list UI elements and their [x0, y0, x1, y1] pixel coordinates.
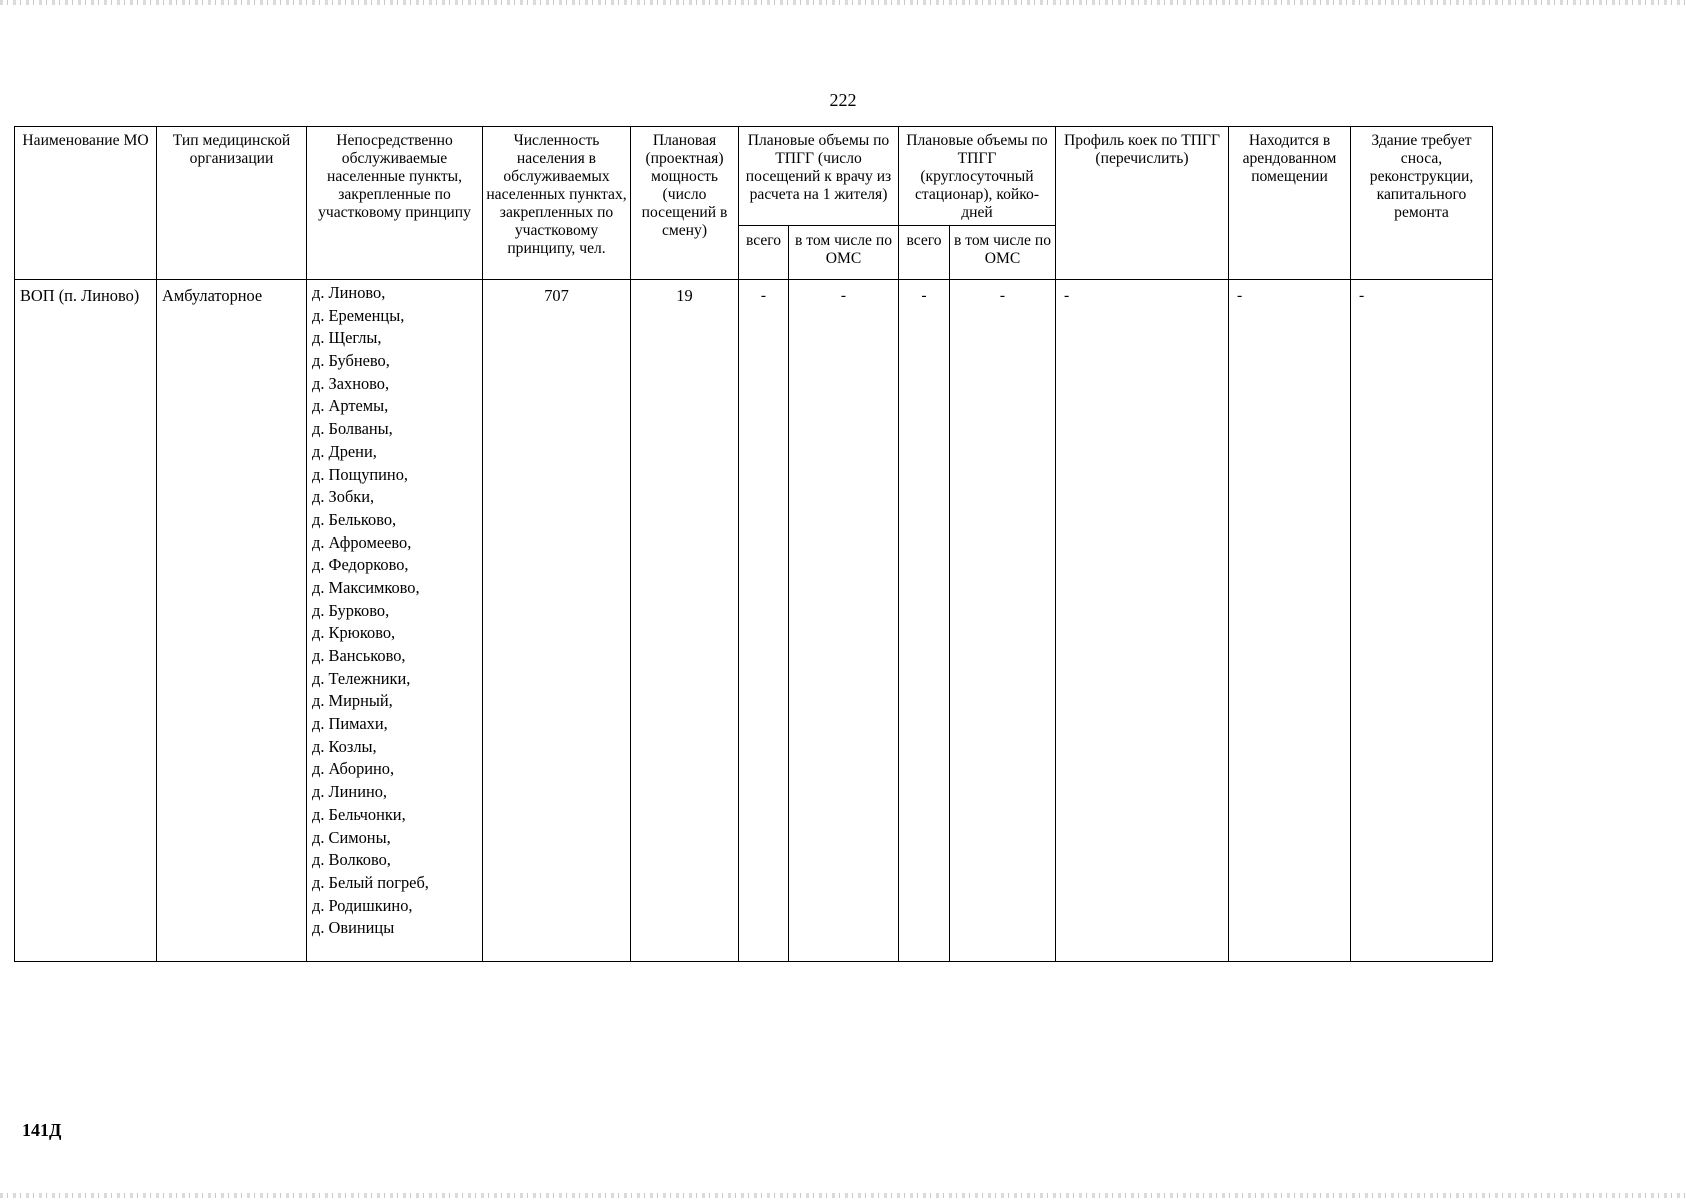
header-beds-profile: Профиль коек по ТПГГ (перечислить)	[1056, 127, 1229, 280]
header-population: Численность населения в обслуживаемых населенных пунктах, закрепленных по участковому принципу, чел.	[483, 127, 631, 280]
settlement-item: д. Крюково,	[312, 623, 396, 643]
settlement-item: д. Зобки,	[312, 487, 375, 507]
settlement-item: д. Волково,	[312, 850, 391, 870]
scan-edge-top	[0, 0, 1686, 5]
scan-edge-bottom	[0, 1193, 1686, 1198]
document-code: 141Д	[22, 1120, 62, 1140]
settlement-item: д. Линино,	[312, 782, 388, 802]
cell-beds-profile: -	[1056, 280, 1229, 962]
table-row	[15, 280, 1493, 962]
settlement-item: д. Родишкино,	[312, 895, 413, 915]
subheader-visits-oms: в том числе по ОМС	[789, 226, 899, 280]
settlement-item: д. Мирный,	[312, 691, 393, 711]
settlement-item: д. Болваны,	[312, 419, 393, 439]
subheader-visits-total: всего	[739, 226, 789, 280]
cell-type: Амбулаторное	[157, 280, 307, 962]
settlement-item: д. Афромеево,	[312, 532, 412, 552]
settlement-item: д. Максимково,	[312, 577, 420, 597]
settlement-item: д. Тележники,	[312, 668, 411, 688]
settlement-item: д. Бельчонки,	[312, 804, 406, 824]
subheader-hospital-oms: в том числе по ОМС	[950, 226, 1056, 280]
subheader-hospital-total: всего	[899, 226, 950, 280]
cell-visits-total: -	[739, 280, 789, 962]
settlement-item: д. Артемы,	[312, 396, 389, 416]
cell-hospital-oms: -	[950, 280, 1056, 962]
settlement-item: д. Бельково,	[312, 509, 397, 529]
cell-name: ВОП (п. Линово)	[15, 280, 157, 962]
header-visits-group: Плановые объемы по ТПГГ (число посещений к врачу из расчета на 1 жителя)	[739, 127, 899, 226]
settlement-item: д. Ванськово,	[312, 646, 406, 665]
settlement-item: д. Еременцы,	[312, 305, 405, 325]
header-type: Тип медицинской организации	[157, 127, 307, 280]
cell-building: -	[1351, 280, 1493, 962]
header-building: Здание требует сноса, реконструкции, капитального ремонта	[1351, 127, 1493, 280]
settlements-list	[312, 282, 477, 940]
settlement-item: д. Захново,	[312, 373, 390, 393]
settlement-item: д. Щеглы,	[312, 328, 382, 348]
settlement-item: д. Бурково,	[312, 600, 390, 620]
header-hospital-group: Плановые объемы по ТПГГ (круглосуточный стационар), койко-дней	[899, 127, 1056, 226]
settlement-item: д. Пимахи,	[312, 714, 388, 734]
page-number: 222	[829, 90, 857, 110]
settlement-item: д. Пощупино,	[312, 464, 408, 484]
header-rented: Находится в арендованном помещении	[1229, 127, 1351, 280]
cell-capacity: 19	[631, 280, 739, 962]
header-name: Наименование МО	[15, 127, 157, 280]
header-row	[15, 127, 1493, 226]
settlement-item: д. Дрени,	[312, 441, 377, 461]
settlement-item: д. Бубнево,	[312, 351, 390, 371]
settlement-item: д. Козлы,	[312, 736, 377, 756]
settlement-item: д. Линово,	[312, 283, 386, 302]
medical-organization-table	[14, 126, 1493, 962]
cell-settlements	[307, 280, 483, 962]
cell-visits-oms: -	[789, 280, 899, 962]
settlement-item: д. Симоны,	[312, 827, 391, 847]
header-settlements: Непосредственно обслуживаемые населенные пункты, закрепленные по участковому принципу	[307, 127, 483, 280]
cell-hospital-total: -	[899, 280, 950, 962]
settlement-item: д. Федорково,	[312, 555, 409, 575]
cell-rented: -	[1229, 280, 1351, 962]
settlement-item: д. Белый погреб,	[312, 872, 429, 892]
settlement-item: д. Аборино,	[312, 759, 395, 779]
settlement-item: д. Овиницы	[312, 918, 395, 938]
cell-population: 707	[483, 280, 631, 962]
header-capacity: Плановая (проектная) мощность (число посещений в смену)	[631, 127, 739, 280]
